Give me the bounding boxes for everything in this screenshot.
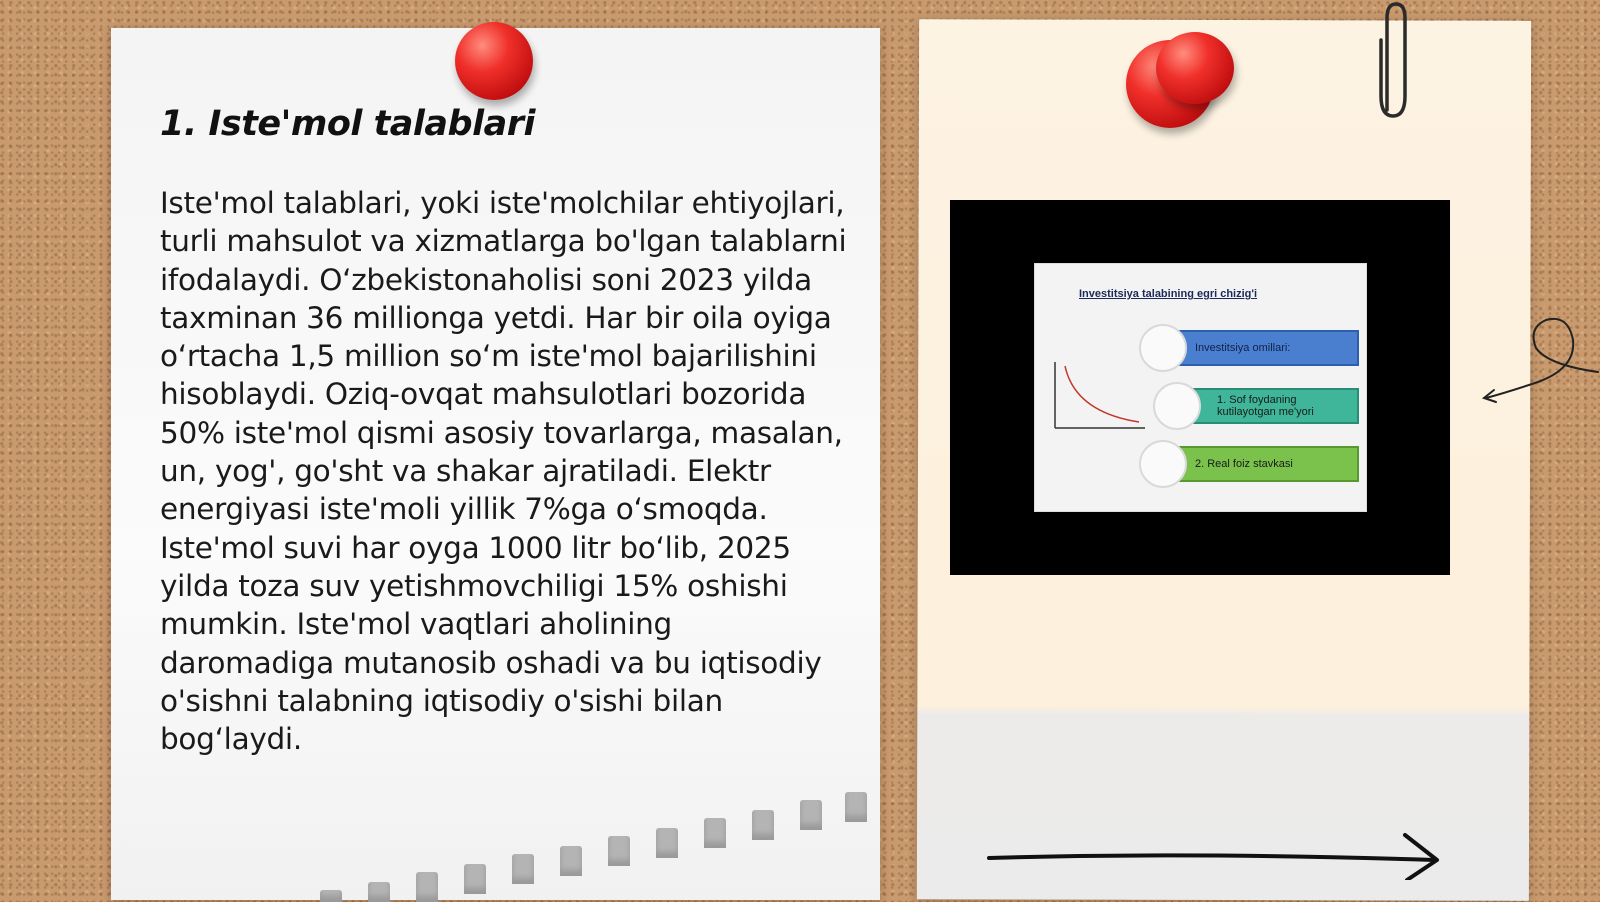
slide-item-label: 2. Real foiz stavkasi bbox=[1195, 458, 1293, 470]
slide-item-label: Investitsiya omillari: bbox=[1195, 342, 1291, 354]
slide-item bbox=[1175, 330, 1359, 366]
slide-item-circle bbox=[1139, 324, 1187, 372]
slide-item-circle bbox=[1153, 382, 1201, 430]
slide-item-circle bbox=[1139, 440, 1187, 488]
slide-item-label: 1. Sof foydaning kutilayotgan me'yori bbox=[1217, 394, 1314, 418]
curly-arrow-icon bbox=[1478, 310, 1600, 405]
arrow-right-icon bbox=[985, 830, 1445, 880]
section-heading: 1. Iste'mol talablari bbox=[160, 104, 535, 144]
push-pin-icon bbox=[455, 22, 533, 100]
torn-notebook-tabs bbox=[300, 790, 880, 900]
body-paragraph: Iste'mol talablari, yoki iste'molchilar ehtiyojlari, turli mahsulot va xizmatlarga bo'lgan talablarni ifodalaydi. Oʻzbekistonaholisi soni 2023 yilda taxminan 36 millionga yetdi. Har bir oila oyiga oʻrtacha 1,5 million soʻm iste'mol bajarilishini hisoblaydi. Oziq-ovqat mahsulotlari bozorida 50% iste'mol qismi asosiy tovarlarga, masalan, un, yog', go'sht va shakar ajratiladi. Elektr energiyasi iste'moli yillik 7%ga oʻsmoqda. Iste'mol suvi har oyga 1000 litr boʻlib, 2025 yilda toza suv yetishmovchiligi 15% oshishi mumkin. Iste'mol vaqtlari aholining daromadiga mutanosib oshadi va bu iqtisodiy o'sishni talabning iqtisodiy o'sishi bilan bogʻlaydi. bbox=[160, 186, 847, 757]
demand-curve-graph bbox=[1041, 360, 1151, 440]
slide-item bbox=[1175, 446, 1359, 482]
slide bbox=[1034, 263, 1367, 512]
embedded-slide-image bbox=[950, 200, 1450, 575]
slide-title: Investitsiya talabining egri chizig'i bbox=[1079, 288, 1258, 300]
push-pin-icon bbox=[1156, 32, 1234, 104]
slide-item bbox=[1193, 388, 1359, 424]
paper-clip-icon bbox=[1377, 0, 1407, 120]
